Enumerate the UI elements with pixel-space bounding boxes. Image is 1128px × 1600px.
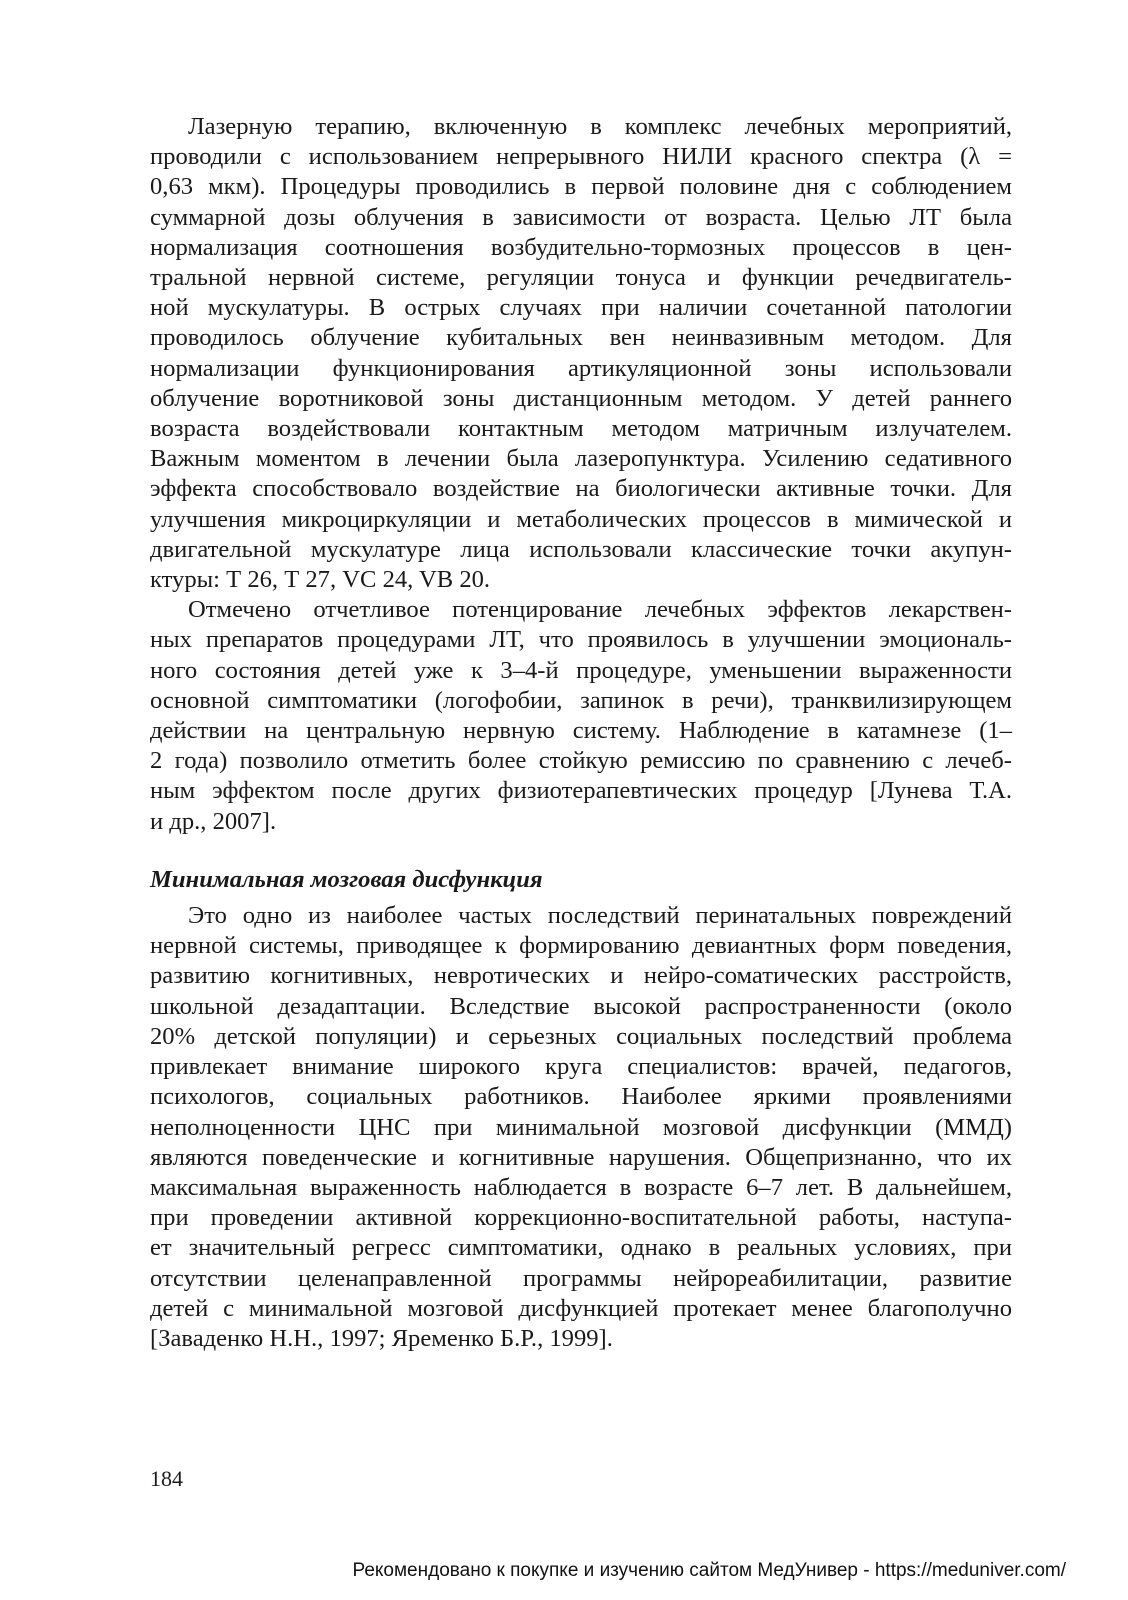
text-line: Важным моментом в лечении была лазеропунктура. Усилению седативного [150, 445, 1012, 473]
text-line: 2 года) позволило отметить более стойкую ремиссию по сравнению с лечеб- [150, 747, 1012, 775]
text-line: облучение воротниковой зоны дистанционным методом. У детей раннего [150, 384, 1012, 412]
text-line: детей с минимальной мозговой дисфункцией протекает менее благополучно [150, 1294, 1012, 1322]
text-line: ет значительный регресс симптоматики, однако в реальных условиях, при [150, 1234, 1012, 1262]
text-line: являются поведенческие и когнитивные нарушения. Общепризнанно, что их [150, 1143, 1012, 1171]
page-number: 184 [150, 1466, 183, 1491]
paragraph-laser-therapy [150, 112, 1012, 595]
text-line: Это одно из наиболее частых последствий перинатальных повреждений [188, 902, 1012, 930]
text-line: [Заваденко Н.Н., 1997; Яременко Б.Р., 1999]. [150, 1324, 613, 1352]
text-line: 20% детской популяции) и серьезных социальных последствий проблема [150, 1022, 1012, 1050]
text-line: Лазерную терапию, включенную в комплекс лечебных мероприятий, [188, 113, 1012, 140]
text-line: нормализация соотношения возбудительно-тормозных процессов в цен- [150, 233, 1012, 261]
text-line: эффекта способствовало воздействие на биологически активные точки. Для [150, 475, 1012, 503]
text-line: школьной дезадаптации. Вследствие высокой распространенности (около [150, 992, 1012, 1020]
text-line: 0,63 мкм). Процедуры проводились в первой половине дня с соблюдением [150, 173, 1012, 201]
text-line: улучшения микроциркуляции и метаболических процессов в мимической и [150, 505, 1012, 533]
text-line: ным эффектом после других физиотерапевтических процедур [Лунева Т.А. [150, 777, 1012, 805]
text-line: при проведении активной коррекционно-воспитательной работы, наступа- [150, 1204, 1012, 1232]
text-line: психологов, социальных работников. Наиболее яркими проявлениями [150, 1083, 1012, 1111]
text-line: ного состояния детей уже к 3–4-й процедуре, уменьшении выраженности [150, 656, 1012, 684]
text-line: действии на центральную нервную систему. Наблюдение в катамнезе (1– [150, 717, 1012, 745]
text-line: привлекает внимание широкого круга специалистов: врачей, педагогов, [150, 1053, 1012, 1081]
text-line: нервной системы, приводящее к формированию девиантных форм поведения, [150, 932, 1012, 960]
text-line: нормализации функционирования артикуляционной зоны использовали [150, 354, 1012, 382]
text-line: ктуры: Т 26, Т 27, VC 24, VB 20. [150, 566, 491, 594]
text-line: проводили с использованием непрерывного НИЛИ красного спектра (λ = [150, 143, 1012, 171]
text-line: основной симптоматики (логофобии, запинок в речи), транквилизирующем [150, 686, 1012, 714]
text-line: проводилось облучение кубитальных вен неинвазивным методом. Для [150, 324, 1012, 352]
paragraph-mmd [150, 901, 1012, 1354]
text-line: и др., 2007]. [150, 807, 277, 835]
text-line: Отмечено отчетливое потенцирование лечебных эффектов лекарствен- [188, 596, 1012, 624]
text-line: ной мускулатуры. В острых случаях при наличии сочетанной патологии [150, 294, 1012, 322]
page-body [150, 112, 1012, 1354]
paragraph-potentiation [150, 595, 1012, 837]
text-line: возраста воздействовали контактным методом матричным излучателем. [150, 415, 1012, 443]
text-line: суммарной дозы облучения в зависимости от возраста. Целью ЛТ была [150, 203, 1012, 231]
text-line: максимальная выраженность наблюдается в возрасте 6–7 лет. В дальнейшем, [150, 1173, 1012, 1201]
footer-link-text[interactable]: Рекомендовано к покупке и изучению сайтом МедУнивер - https://meduniver.com/ [352, 1560, 1066, 1581]
text-line: неполноценности ЦНС при минимальной мозговой дисфункции (ММД) [150, 1113, 1012, 1141]
section-heading: Минимальная мозговая дисфункция [150, 865, 543, 893]
text-line: двигательной мускулатуре лица использовали классические точки акупун- [150, 535, 1012, 563]
text-line: развитию когнитивных, невротических и нейро-соматических расстройств, [150, 962, 1012, 990]
text-line: ных препаратов процедурами ЛТ, что проявилось в улучшении эмоциональ- [150, 626, 1012, 654]
text-line: отсутствии целенаправленной программы нейрореабилитации, развитие [150, 1264, 1012, 1292]
text-line: тральной нервной системе, регуляции тонуса и функции речедвигатель- [150, 264, 1012, 292]
